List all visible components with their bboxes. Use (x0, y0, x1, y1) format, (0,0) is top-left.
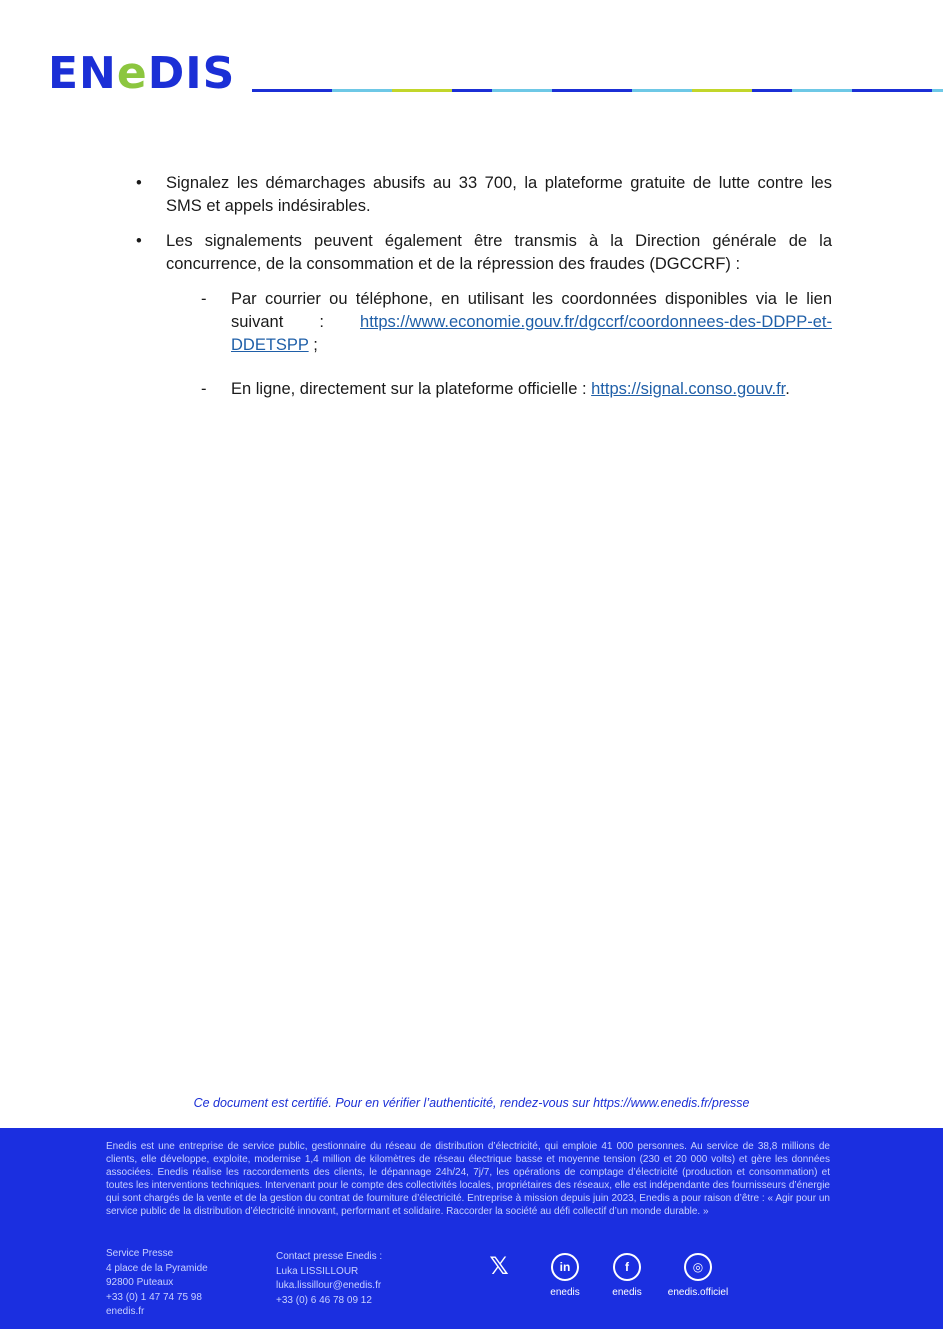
main-content (130, 172, 832, 413)
bullet-dot: • (136, 174, 142, 192)
footer (0, 1128, 943, 1329)
press-contact (276, 1250, 382, 1308)
sub-item (166, 378, 832, 401)
social-label: enedis (612, 1287, 642, 1298)
bullet-item (130, 172, 832, 218)
dash-marker: - (201, 290, 207, 308)
logo-part-a: EN (48, 48, 117, 99)
certification-notice: Ce document est certifié. Pour en vérifier l’authenticité, rendez-vous sur https://www.enedis.fr/presse (193, 1096, 750, 1110)
bullet-text: Les signalements peuvent également être transmis à la Direction générale de la concurrence, de la consommation et de la répression des fraudes (DGCCRF) : (166, 232, 832, 273)
bullet-text: Signalez les démarchages abusifs au 33 700, la plateforme gratuite de lutte contre les SMS et appels indésirables. (166, 174, 832, 215)
x-icon[interactable]: 𝕏 (489, 1253, 509, 1280)
company-description: Enedis est une entreprise de service public, gestionnaire du réseau de distribution d’électricité, qui emploie 41 000 personnes. Au service de 38,8 millions de clients, elle développe, exploite, modernise 1,4 million de kilomètres de réseau électrique basse et moyenne tension (230 et 20 000 volts) et gère les données associées. Enedis réalise les raccordements des clients, le dépannage 24h/24, 7j/7, les opérations de comptage d’électricité (production et consommation) et toutes les interventions techniques. Intervenant pour le compte des collectivités locales, propriétaires des réseaux, elle est indépendante des fournisseurs d’énergie qui sont chargés de la vente et de la gestion du contrat de fourniture d’électricité. Entreprise à mission depuis juin 2023, Enedis a pour raison d’être : « Agir pour un service public de la distribution d’électricité innovant, performant et solidaire. Raccorder la société au défi collectif d’un monde durable. » (106, 1141, 830, 1217)
address-line: 4 place de la Pyramide (106, 1262, 208, 1274)
press-service-address (106, 1247, 208, 1320)
address-line: Service Presse (106, 1248, 174, 1259)
enedis-logo (48, 48, 236, 99)
social-instagram[interactable] (656, 1253, 740, 1298)
dgccrf-coordinates-link[interactable]: https://www.economie.gouv.fr/dgccrf/coordonnees-des-DDPP-et-DDETSPP (231, 313, 832, 354)
bullet-dot: • (136, 232, 142, 250)
address-line: 92800 Puteaux (106, 1277, 174, 1288)
social-label: enedis.officiel (667, 1287, 729, 1298)
address-phone: +33 (0) 1 47 74 75 98 (106, 1291, 202, 1303)
social-facebook[interactable] (607, 1253, 647, 1298)
contact-phone: +33 (0) 6 46 78 09 12 (276, 1294, 372, 1306)
contact-name: Luka LISSILLOUR (276, 1265, 359, 1277)
sub-end: . (785, 380, 790, 398)
facebook-icon[interactable]: f (613, 1253, 641, 1281)
website-link[interactable]: enedis.fr (106, 1306, 145, 1317)
header-divider (252, 89, 943, 92)
bullet-item (130, 230, 832, 401)
sub-end: ; (308, 336, 318, 354)
linkedin-icon[interactable]: in (551, 1253, 579, 1281)
signal-conso-link[interactable]: https://signal.conso.gouv.fr (591, 380, 786, 398)
contact-email[interactable]: luka.lissillour@enedis.fr (276, 1280, 382, 1291)
social-label: enedis (550, 1287, 580, 1298)
instagram-icon[interactable]: ◎ (684, 1253, 712, 1281)
logo-part-c: DIS (147, 48, 236, 99)
social-x[interactable] (484, 1253, 514, 1287)
sub-text: Par courrier ou téléphone, en utilisant les coordonnées disponibles via le lien suivant : (231, 290, 832, 331)
sub-item (166, 288, 832, 357)
social-linkedin[interactable] (545, 1253, 585, 1298)
contact-heading: Contact presse Enedis : (276, 1251, 383, 1262)
sub-text: En ligne, directement sur la plateforme officielle : (231, 380, 592, 398)
logo-part-b: e (116, 48, 148, 99)
dash-marker: - (201, 380, 207, 398)
